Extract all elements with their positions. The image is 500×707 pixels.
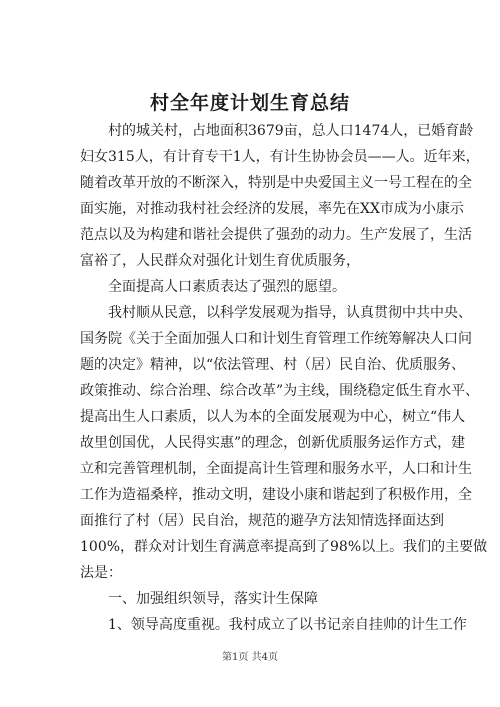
body-line: 面推行了村（居）民自治，规范的避孕方法知情选择面达到 [80, 513, 444, 529]
body-line: 全面提高人口素质表达了强烈的愿望。 [108, 279, 346, 295]
body-line: 妇女315人，有计育专干1人，有计生协协会员——人。近年来， [80, 149, 480, 165]
body-line: 100%，群众对计划生育满意率提高到了98%以上。我们的主要做 [80, 539, 488, 555]
body-line: 国务院《关于全面加强人口和计划生育管理工作统筹解决人口问 [80, 331, 472, 347]
document-title: 村全年度计划生育总结 [149, 92, 350, 114]
body-line: 工作为造福桑梓，推动文明，建设小康和谐起到了积极作用，全 [80, 487, 472, 503]
body-line: 1、领导高度重视。我村成立了以书记亲自挂帅的计生工作 [108, 617, 467, 633]
body-line: 范点以及为构建和谐社会提供了强劲的动力。生产发展了，生活 [80, 227, 472, 243]
body-line: 村的城关村，占地面积3679亩，总人口1474人，已婚育龄 [108, 123, 474, 139]
body-line: 法是： [80, 565, 122, 581]
body-line: 我村顺从民意，以科学发展观为指导，认真贯彻中共中央、 [108, 305, 472, 321]
page-number-footer: 第1页 共4页 [222, 652, 278, 663]
body-line: 富裕了，人民群众对强化计划生育优质服务， [80, 253, 360, 269]
body-line: 政策推动、综合治理、综合改革”为主线，围绕稳定低生育水平、 [80, 383, 480, 399]
body-line: 题的决定》精神，以“依法管理、村（居）民自治、优质服务、 [80, 357, 466, 373]
body-line: 提高出生人口素质，以人为本的全面发展观为中心，树立“伟人 [80, 409, 466, 425]
body-line: 故里创国优，人民得实惠”的理念，创新优质服务运作方式，建 [80, 435, 466, 451]
body-line: 随着改革开放的不断深入，特别是中央爱国主义一号工程在的全 [80, 175, 472, 191]
document-body [80, 118, 488, 638]
section-heading: 一、加强组织领导，落实计生保障 [108, 591, 318, 607]
body-line: 立和完善管理机制，全面提高计生管理和服务水平，人口和计生 [80, 461, 472, 477]
body-line: 面实施，对推动我村社会经济的发展，率先在XX市成为小康示 [80, 201, 464, 217]
